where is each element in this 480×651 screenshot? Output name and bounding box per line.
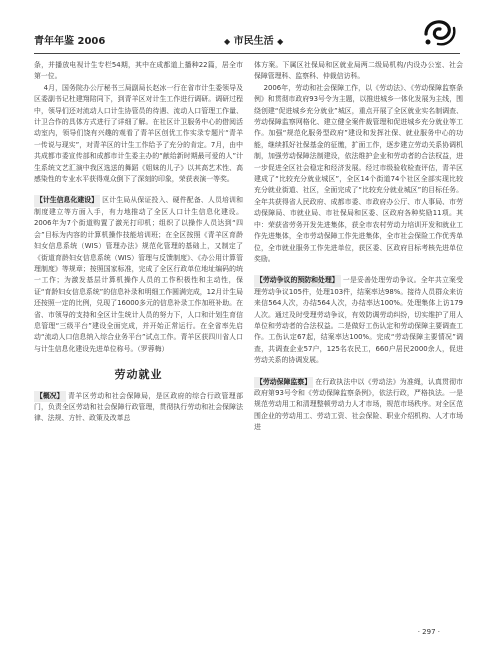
yearbook-title: 青年年鉴 2006 — [34, 36, 106, 47]
swirl-logo-icon — [418, 14, 458, 50]
page-header — [34, 14, 460, 48]
block-tag: 【劳动争议的预防和处理】 — [254, 275, 341, 286]
article-block — [254, 377, 463, 434]
left-column — [34, 60, 243, 425]
article-block — [34, 195, 243, 355]
diamond-icon: ◆ — [224, 37, 231, 46]
paragraph: 条，并播放电视计生专栏54期，其中在成都道上播种22篇，居全市第一位。 — [34, 61, 243, 81]
header-divider — [34, 53, 460, 54]
page-number: · 297 · — [417, 628, 440, 636]
section-title: 劳动就业 — [114, 368, 163, 382]
paragraph: 4月，国务院办公厅秘书三局副局长赵冰一行在省市计生委领导及区委副书记杜建翔陪同下，到青羊区对计生工作进行调研。调研过程中，领导们还对流动人口计生协管员的待遇、流动人口管理工作量、计卫合作的具体方式进行了详细了解。在社区计卫服务中心的借阅活动室内，领导们饶有兴趣的观看了青羊区创优工作实录专题片“青羊一传说与现实”，对青羊区的计生工作给予了充分的肯定。7月，由中共成都市委宣传部和成都市计生委主办的“献给新时期最可爱的人”计生系统文艺汇演中我区选送的舞蹈《姐妹的儿子》以其高艺术性、高感染性的专业水平获得观众倒下了深刻的印象，荣获表演一等奖。 — [34, 83, 243, 184]
block-text: 一是妥善处理劳动争议。全年共立案受理劳动争议105件，处理103件，结案率达98%。接待人员群众来访来信564人次，办结564人次，办结率达100%。处理集体上访179人次。通过及时受理劳动争议，有效防调劳动纠纷，切实维护了用人单位和劳动者的合法权益。二是做好工伤认定和劳动保障主要调查工作。工伤认定67起，结案率达100%。完成“劳动保障主要情况”调查，共调查企业57户，125名农民工，660户居民2000余人，促进劳动关系的协调发展。 — [254, 276, 463, 365]
diamond-icon: ◆ — [277, 37, 284, 46]
right-column — [254, 60, 463, 434]
paragraph: 2006年，劳动和社会保障工作，以《劳动法》、《劳动保障监察条例》和贯彻市政府93号令为主题，以推进城乡一体化发展为主线，围绕创建“促进城乡充分就业”城区，重点开展了全区就业实名制调查、劳动保障监察网格化、建立健全案件裁管理和促进城乡充分就业等工作。加强“规范化服务型政府”建设和发挥社保、就业服务中心的功能，继续抓好社保基金的征缴，扩面工作，逐步建立劳动关系协调机制，加强劳动保障法制建设，依法维护企业和劳动者的合法权益，进一步促进全区社会稳定和经济发展。经过市级验收检查评估，青羊区建成了“比较充分就业城区”，全区14个街道74个社区全部实现比较充分就业街道、社区，全面完成了“比较充分就业城区”的目标任务。全年共获得省人民政府、成都市委、市政府办公厅、市人事局、市劳动保障局、市就业局、市社保局和区委、区政府各种奖励11项。其中：荣获省劳务开发先进集体，获全市农村劳动力培训开发和就业工作先进集体，全市劳动保障工作先进集体，全市社会保险工作优秀单位，全市就业服务工作先进单位，获区委、区政府目标考核先进单位奖励。 — [254, 83, 463, 263]
block-tag: 【计生信息化建设】 — [34, 195, 100, 206]
block-text: 青羊区劳动和社会保障局，是区政府的综合行政管理部门，负责全区劳动和社会保障行政管理，贯彻执行劳动和社会保障法律、法规、方针、政策及改革总 — [34, 391, 243, 423]
paragraph: 体方案。下属区社保局和区就业局两二级局机构/内设办公室、社会保障管理科、监察科、仲裁信访科。 — [254, 61, 463, 81]
section-header-text: 市民生活 — [233, 36, 274, 47]
block-tag: 【劳动保障监察】 — [254, 377, 313, 388]
block-tag: 【概况】 — [34, 391, 66, 402]
article-block — [254, 275, 463, 366]
block-text: 在行政执法中以《劳动法》为准绳，认真贯彻市政府第93号令和《劳动保障监察条例》，依法行政，严格执法。一是规范劳动用工和清理整顿劳动力人才市场，规范市场秩序。对全区范围企业的劳动用工、劳动工资、社会保险、职业介绍机构、人才市场进 — [254, 377, 463, 432]
section-header — [224, 32, 283, 47]
block-text: 区计生局从保证投入、硬件配备、人员培训和制度建立等方面入手，有力地推动了全区人口计生信息化建设。2006年为7个街道购置了激光打印机；组织了以操作人员达到“四会”目标为内容的计算机操作技能培训班；在全区按照《青羊区育龄妇女信息系统（WIS）管理办法》规范化管理的基础上，又制定了《街道育龄妇女信息系统（WIS）管理与反馈制度》、《办公用计算管理制度》等规章；按照国家标准，完成了全区行政单位地址编码的统一工作；为激发基层计算机操作人员的工作积极性和主动性，保证“育龄妇女信息系统”的信息补录和明细工作圆满完成，12月计生局还按照一定的比例，兑现了16000多元的信息补录工作加班补助。在省、市领导的支持和全区计生统计人员的努力下，人口和计划生育信息管理“三级平台”建设全面完成，并开始正常运行。在全省率先启动“流动人口信息纳入综合业务平台”试点工作。青羊区获四川省人口与计生信息化建设先进单位称号。（罗蓉梅） — [34, 196, 243, 353]
article-block — [34, 391, 243, 425]
